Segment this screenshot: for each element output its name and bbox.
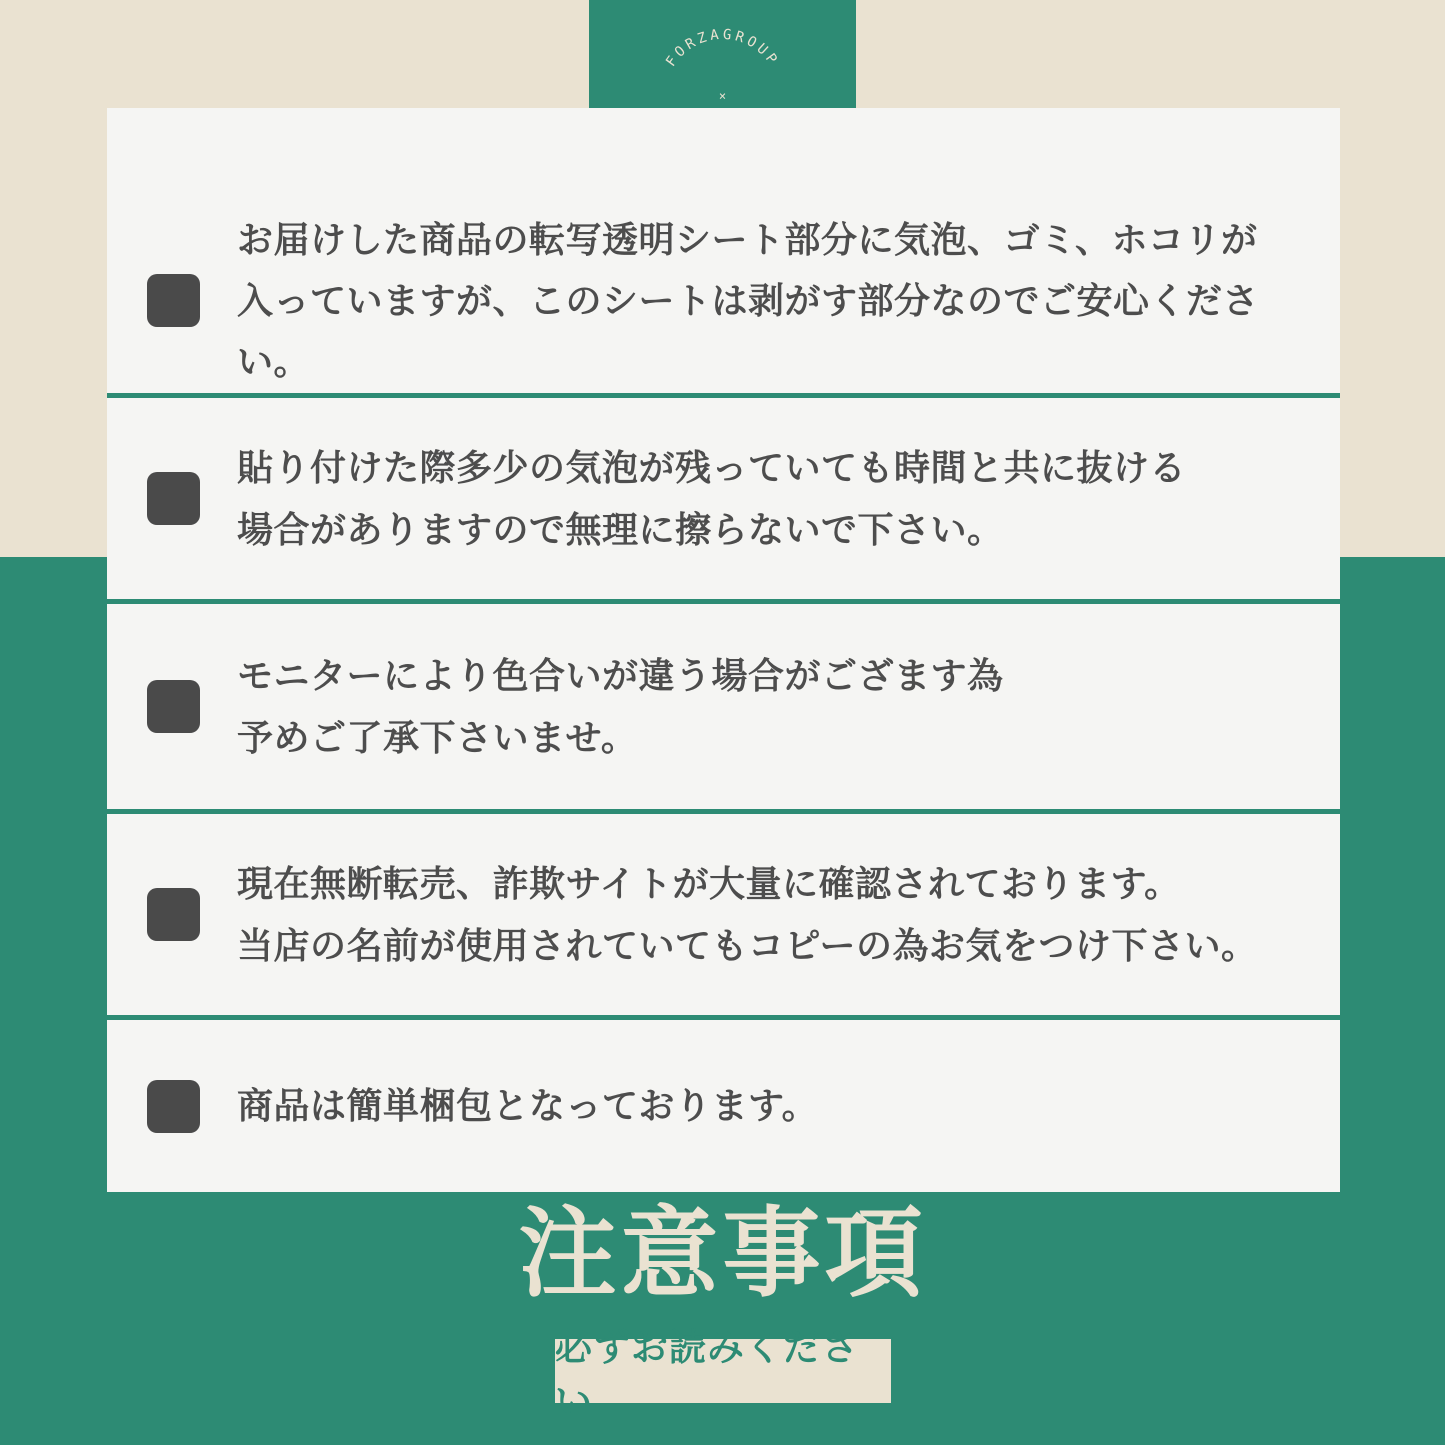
notice-line: 入っていますが、このシートは剥がす部分なのでご安心ください。 xyxy=(237,279,1260,383)
notice-line: 場合がありますので無理に擦らないで下さい。 xyxy=(237,508,1004,550)
page-title: 注意事項 xyxy=(518,1198,927,1308)
notice-line: 商品は簡単梱包となっております。 xyxy=(237,1085,819,1127)
checkbox-icon xyxy=(147,274,200,327)
checkbox-icon xyxy=(147,472,200,525)
notice-item-resale-warning xyxy=(107,814,1340,1015)
notice-line: モニターにより色合いが違う場合がござます為 xyxy=(237,655,1004,697)
logo-x-mark: × xyxy=(718,89,727,103)
notice-item-simple-packaging xyxy=(107,1020,1340,1192)
notice-text xyxy=(237,645,1004,767)
checkbox-icon xyxy=(147,888,200,941)
must-read-label xyxy=(555,1327,891,1422)
notice-line: 当店の名前が使用されていてもコピーの為お気をつけ下さい。 xyxy=(237,924,1258,966)
notice-text xyxy=(237,209,1310,393)
logo-arc-top-text xyxy=(663,27,782,70)
checkbox-icon xyxy=(147,1080,200,1133)
notice-text xyxy=(237,1075,818,1136)
checkbox-icon xyxy=(147,680,200,733)
notice-item-bubbles-on-sheet xyxy=(107,108,1340,393)
notice-list xyxy=(107,108,1340,1192)
logo-top-label: FORZAGROUP xyxy=(663,26,782,70)
notice-line: お届けした商品の転写透明シート部分に気泡、ゴミ、ホコリが xyxy=(237,218,1258,260)
notice-line: 貼り付けた際多少の気泡が残っていても時間と共に抜ける xyxy=(237,447,1187,489)
notice-item-bubbles-after-apply xyxy=(107,398,1340,599)
must-read-label-text: 必ずお読みください xyxy=(555,1327,859,1422)
notice-text xyxy=(237,437,1186,559)
notice-text xyxy=(237,853,1258,975)
notice-line: 予めご了承下さいませ。 xyxy=(237,716,638,758)
notice-item-monitor-color xyxy=(107,604,1340,809)
notice-line: 現在無断転売、詐欺サイトが大量に確認されております。 xyxy=(237,863,1181,905)
